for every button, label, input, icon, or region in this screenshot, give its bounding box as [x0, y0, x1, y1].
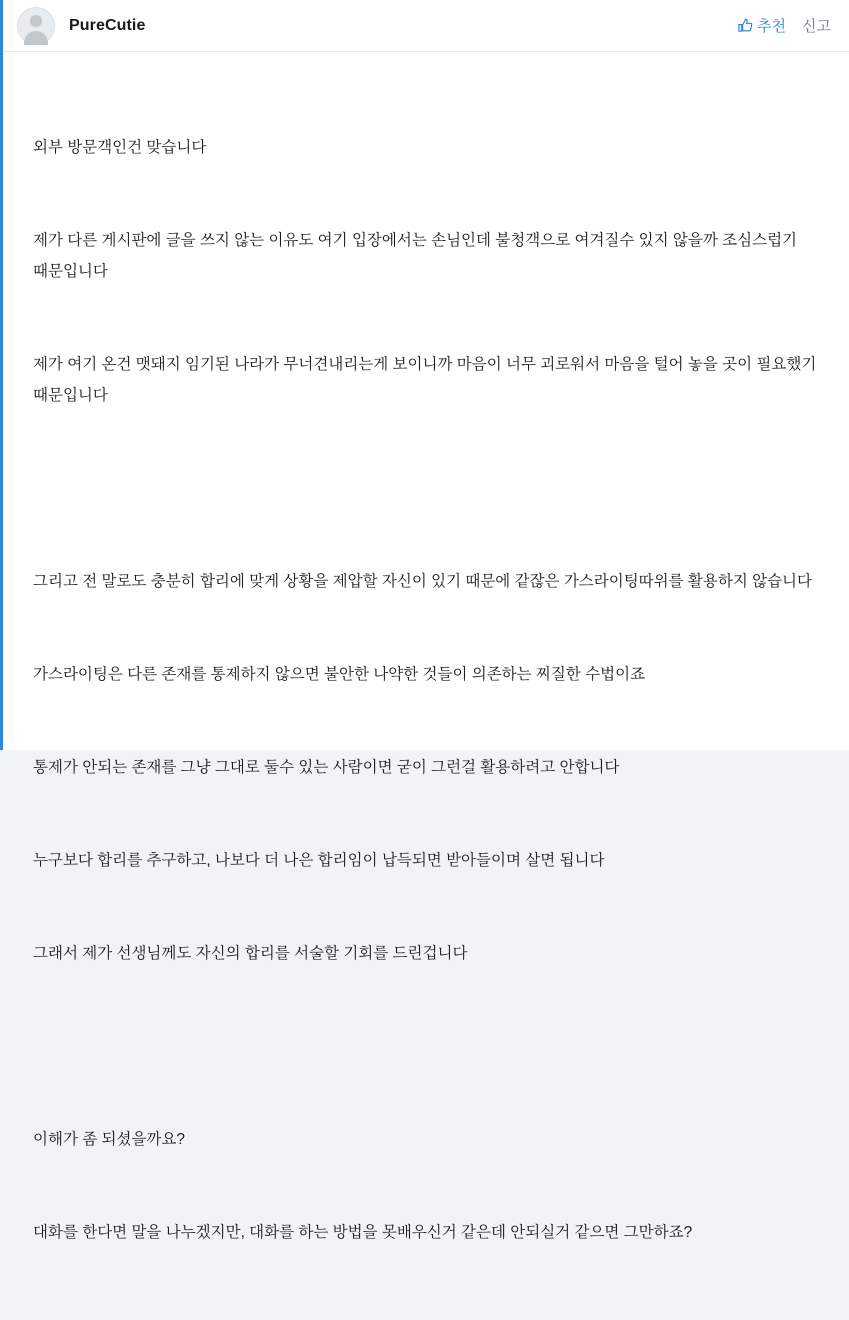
- post-paragraph: 가스라이팅은 다른 존재를 통제하지 않으면 불안한 나약한 것들이 의존하는 찌질한 수법이죠: [33, 666, 646, 683]
- post-paragraph: 제가 여기 온건 맷돼지 임기된 나라가 무너견내리는게 보이니까 마음이 너무 괴로워서 마음을 털어 놓을 곳이 필요했기 때문입니다: [33, 356, 821, 404]
- post-paragraph: 그래서 제가 선생님께도 자신의 합리를 서술할 기회를 드린겁니다: [33, 945, 468, 962]
- post-paragraph: 대화를 한다면 말을 나누겠지만, 대화를 하는 방법을 못배우신거 같은데 안되실거 같으면 그만하죠?: [33, 1224, 693, 1241]
- paragraph-spacer: [33, 473, 819, 504]
- thumbs-up-icon: [738, 18, 753, 33]
- post-paragraph: 그리고 전 말로도 충분히 합리에 맞게 상황을 제압할 자신이 있기 때문에 같잖은 가스라이팅따위를 활용하지 않습니다: [33, 573, 812, 590]
- post-paragraph: 제가 다른 게시판에 글을 쓰지 않는 이유도 여기 입장에서는 손님인데 불청객으로 여겨질수 있지 않을까 조심스럽기 때문입니다: [33, 232, 802, 280]
- header-actions: [738, 15, 831, 36]
- post-paragraph: 통제가 안되는 존재를 그냥 그대로 둘수 있는 사람이면 굳이 그런걸 활용하려고 안합니다: [33, 759, 620, 776]
- post-paragraph: 이해가 좀 되셨을까요?: [33, 1131, 185, 1148]
- recommend-label: 추천: [757, 18, 787, 35]
- recommend-button[interactable]: [738, 15, 786, 36]
- post-header: [3, 0, 849, 52]
- report-button[interactable]: 신고: [802, 18, 831, 35]
- avatar[interactable]: [17, 7, 55, 45]
- post-author: PureCutie: [69, 16, 146, 34]
- post-paragraph: 외부 방문객인건 맞습니다: [33, 139, 207, 156]
- post-body: [3, 52, 849, 1320]
- paragraph-spacer: [33, 1031, 819, 1062]
- post-paragraph: 누구보다 합리를 추구하고, 나보다 더 나은 합리임이 납득되면 받아들이며 살면 됩니다: [33, 852, 605, 869]
